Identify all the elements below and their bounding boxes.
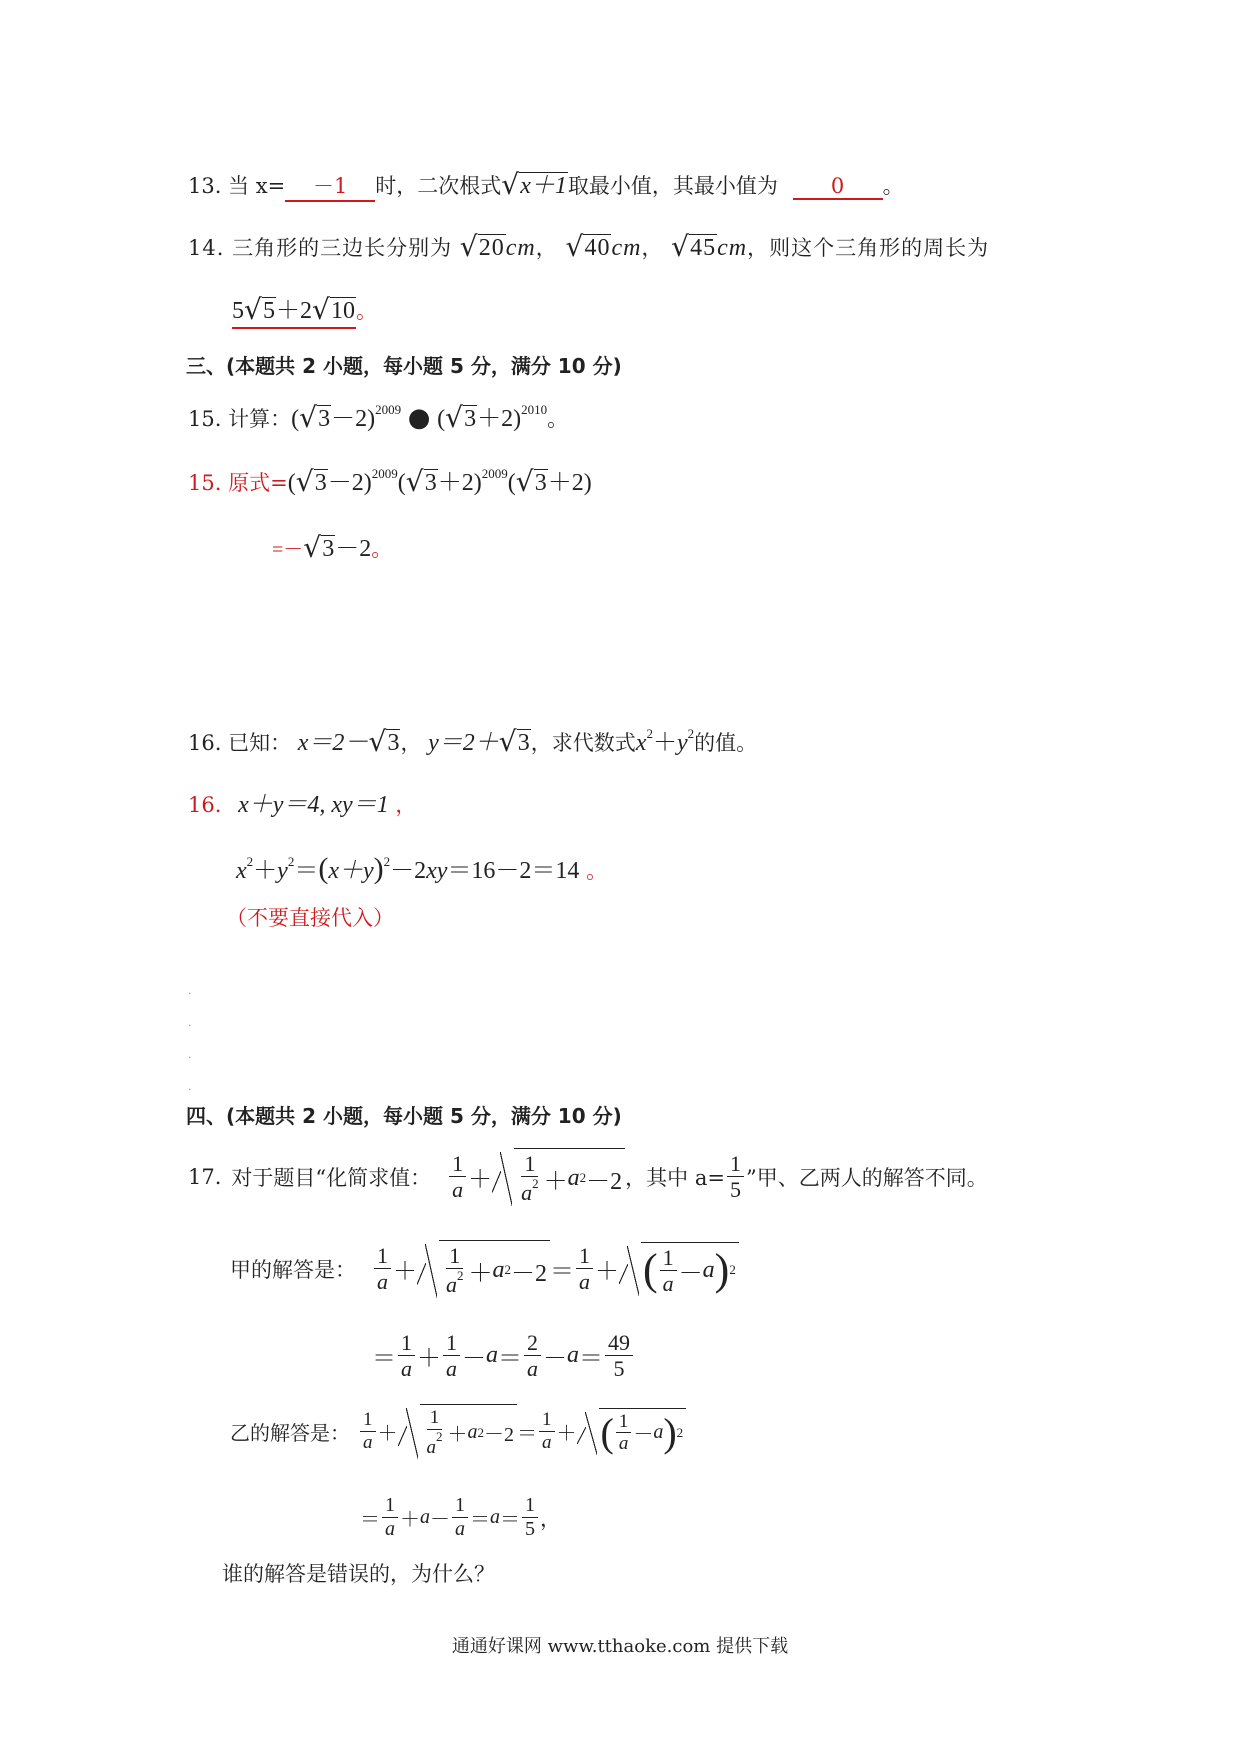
question-14 <box>188 232 989 262</box>
question-text: ，其中 a= <box>625 1165 725 1190</box>
question-17: 17. 对于题目“化简求值： $\frac{1}{a}$ ＋ $\frac{1}{a^2}$ ＋ a 2 －2 ，其中 a= $\frac{1}{5}$ ”甲、乙两人的解答不同。 <box>188 1148 988 1206</box>
jia-solution: 甲的解答是： $\frac{1}{a}$ ＋ $\frac{1}{a^2}$ ＋ a 2 －2 ＝ $\frac{1}{a}$ ＋ ( $\frac{1}{a}$ － a ) 2 <box>230 1240 739 1298</box>
period: 。 <box>356 299 377 323</box>
solution-16 <box>188 784 416 819</box>
radical: √ 10 <box>314 297 356 325</box>
question-label: 计算： <box>228 407 292 431</box>
multiply-dot: ● <box>407 403 431 433</box>
unit: cm <box>611 235 642 261</box>
question-label: 已知： <box>228 731 292 755</box>
y-expression: y＝2＋ <box>428 730 499 756</box>
question-text: 时，二次根式 <box>375 174 502 198</box>
solution-label: 原式= <box>228 471 288 495</box>
expression: (√ 3－2) <box>288 470 372 496</box>
radical: √ 3 <box>501 729 531 757</box>
question-text: ，求代数式 <box>530 731 636 755</box>
section-4-title: 四、(本题共 2 小题，每小题 5 分，满分 10 分) <box>186 1104 622 1128</box>
answer-expression <box>232 298 356 329</box>
fraction: $\frac{1}{a}$ <box>449 1151 466 1203</box>
x-expression: x＝2－ <box>297 730 369 756</box>
question-text: ，则这个三角形的周长为 <box>747 236 990 260</box>
yi-solution-line2: ＝ $\frac{1}{a}$ ＋ a － $\frac{1}{a}$ ＝ a ＝ $\frac{1}{5}$ ， <box>360 1494 561 1540</box>
radical: √ 20 <box>462 234 506 262</box>
solution-number: 15. <box>188 471 222 495</box>
dot-mark: . <box>188 986 192 997</box>
unit: cm <box>717 235 748 261</box>
period: 。 <box>586 859 608 883</box>
expression-tail: －2 <box>335 536 372 562</box>
question-number: 13. <box>188 174 222 198</box>
radical: √ 40 <box>567 234 611 262</box>
expression: x <box>236 858 247 884</box>
solution-number: 16. <box>188 793 222 817</box>
question-number: 16. <box>188 731 222 755</box>
radical: √ x＋1 <box>503 172 568 200</box>
question-number: 15. <box>188 407 222 431</box>
solution-16-note: （不要直接代入） <box>226 906 394 930</box>
question-number: 14. <box>188 236 225 260</box>
expression: x <box>635 730 647 756</box>
yi-label: 乙的解答是： <box>230 1420 350 1445</box>
expression: (√ 3＋2) <box>398 470 482 496</box>
expression: (√ 3＋2) <box>437 406 521 432</box>
dot-mark: . <box>188 1050 192 1061</box>
jia-solution-line2: ＝ $\frac{1}{a}$ ＋ $\frac{1}{a}$ － a ＝ $\frac{2}{a}$ － a ＝ $\frac{49}{5}$ <box>372 1330 635 1382</box>
period: 。 <box>547 407 569 431</box>
fraction: $\frac{1}{5}$ <box>727 1151 744 1203</box>
answer-blank: 0 <box>793 174 883 200</box>
exponent: 2010 <box>521 402 548 417</box>
question-text: ”甲、乙两人的解答不同。 <box>745 1165 988 1190</box>
expression: (√ 3－2) <box>291 406 375 432</box>
question-text: 的值。 <box>694 731 758 755</box>
radical: $\frac{1}{a^2}$ ＋ a 2 －2 <box>492 1148 625 1206</box>
radical: √ 5 <box>246 297 276 325</box>
expression: √ 3 <box>303 536 335 562</box>
question-text: 对于题目“化简求值： <box>231 1165 432 1190</box>
section-3-title: 三、(本题共 2 小题，每小题 5 分，满分 10 分) <box>186 354 622 378</box>
page-footer: 通通好课网 www.tthaoke.com 提供下载 <box>451 1636 789 1657</box>
question-text: 取最小值，其最小值为 <box>567 174 778 198</box>
question-16: 16. 已知： x＝2－√ 3， y＝2＋√ 3，求代数式$x^2+y^2$的值。 <box>188 722 757 757</box>
solution-15 <box>188 462 592 497</box>
coefficient: 5 <box>232 298 244 324</box>
result-fraction <box>605 1330 633 1382</box>
exponent: 2009 <box>371 466 398 481</box>
question-number: 17. <box>188 1164 222 1189</box>
denominator: 5 <box>613 1356 625 1382</box>
solution-16-line2: $x^2+y^2=(x+y)^2-2xy=16-2=14$ 。 <box>236 852 608 885</box>
question-15 <box>188 398 568 433</box>
answer-14 <box>232 290 377 325</box>
answer-blank: －1 <box>285 170 375 202</box>
question-17-ask: 谁的解答是错误的，为什么？ <box>222 1562 495 1586</box>
separator: ， <box>641 236 664 260</box>
unit: cm <box>505 235 536 261</box>
solution-expression: x＋y＝4, xy＝1 <box>238 792 389 818</box>
solution-15-line2 <box>272 528 392 563</box>
period: 。 <box>371 537 393 561</box>
jia-label: 甲的解答是： <box>230 1257 356 1282</box>
question-13 <box>188 170 904 202</box>
question-text: 当 x= <box>228 174 286 198</box>
solution-result: ＝16－2＝14 <box>447 858 580 884</box>
dot-mark: . <box>188 1082 192 1093</box>
equals: =－ <box>272 539 304 561</box>
radical: √ 45 <box>673 234 717 262</box>
operator: ＋2 <box>276 298 312 324</box>
period: 。 <box>882 174 904 198</box>
yi-solution: 乙的解答是： $\frac{1}{a}$ ＋ $\frac{1}{a^2}$ ＋ a 2 －2 ＝ $\frac{1}{a}$ ＋ ( $\frac{1}{a}$ － a ) 2 <box>230 1404 686 1459</box>
expression: (√ 3＋2) <box>508 470 592 496</box>
question-text: 三角形的三边长分别为 <box>232 236 453 260</box>
dot-mark: . <box>188 1018 192 1029</box>
exponent: 2009 <box>481 466 508 481</box>
separator: ， <box>535 236 558 260</box>
numerator: 49 <box>605 1330 633 1356</box>
separator: ， <box>395 793 417 817</box>
radical: √ 3 <box>370 729 400 757</box>
exponent: 2009 <box>375 402 402 417</box>
